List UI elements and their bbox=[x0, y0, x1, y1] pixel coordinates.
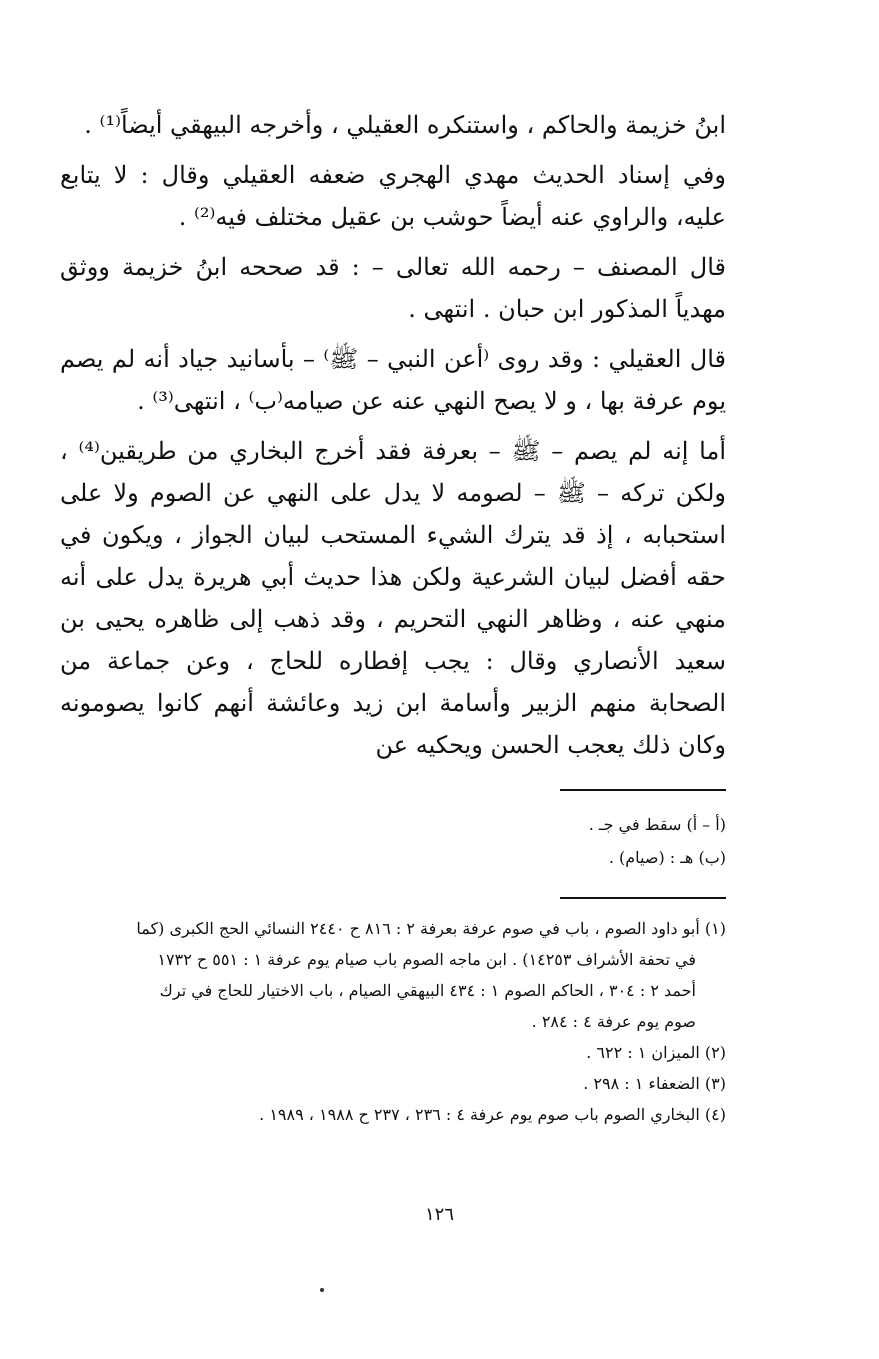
footnote-line: (١) أبو داود الصوم ، باب في صوم عرفة بعرفة ٢ : ٨١٦ ح ٢٤٤٠ النسائي الحج الكبرى (كما bbox=[136, 919, 726, 938]
page-number: ١٢٦ bbox=[424, 1204, 454, 1225]
footnote-line: (٢) الميزان ١ : ٦٢٢ . bbox=[586, 1043, 726, 1062]
main-text bbox=[60, 104, 726, 766]
variant-notes bbox=[200, 808, 726, 874]
paragraph-5: أما إنه لم يصم – ﷺ – بعرفة فقد أخرج البخاري من طريقين⁽⁴⁾ ، ولكن تركه – ﷺ – لصومه لا يدل على النهي عن الصوم ولا على استحبابه ، إذ قد يترك الشيء المستحب لبيان الجواز ، ويكون في حقه أفضل لبيان الشرعية ولكن هذا حديث أبي هريرة يدل على أنه منهي عنه ، وظاهر النهي التحريم ، وقد ذهب إلى ظاهره يحيى بن سعيد الأنصاري وقال : يجب إفطاره للحاج ، وعن جماعة من الصحابة منهم الزبير وأسامة ابن زيد وعائشة أنهم كانوا يصومونه وكان ذلك يعجب الحسن ويحكيه عن bbox=[60, 437, 726, 759]
footnotes bbox=[52, 913, 726, 1130]
paragraph-4: قال العقيلي : وقد روى ⁽أعن النبي – ﷺ⁾ – بأسانيد جياد أنه لم يصم يوم عرفة بها ، و لا يصح النهي عنه عن صيامه⁽ب⁾ ، انتهى⁽³⁾ . bbox=[60, 345, 726, 415]
footnotes-separator bbox=[560, 897, 726, 899]
paragraph-2: وفي إسناد الحديث مهدي الهجري ضعفه العقيلي وقال : لا يتابع عليه، والراوي عنه أيضاً حوشب بن عقيل مختلف فيه⁽²⁾ . bbox=[60, 161, 726, 231]
footnote-line: (٣) الضعفاء ١ : ٢٩٨ . bbox=[583, 1074, 726, 1093]
variant-notes-separator bbox=[560, 789, 726, 791]
variant-note: (ب) هـ : (صيام) . bbox=[608, 848, 726, 867]
scan-speck bbox=[320, 1288, 324, 1292]
footnote-line: (٤) البخاري الصوم باب صوم يوم عرفة ٤ : ٢٣٦ ، ٢٣٧ ح ١٩٨٨ ، ١٩٨٩ . bbox=[259, 1105, 726, 1124]
footnote-line: أحمد ٢ : ٣٠٤ ، الحاكم الصوم ١ : ٤٣٤ البيهقي الصيام ، باب الاختيار للحاج في ترك bbox=[159, 981, 696, 1000]
footnote-line: صوم يوم عرفة ٤ : ٢٨٤ . bbox=[531, 1012, 696, 1031]
paragraph-3: قال المصنف – رحمه الله تعالى – : قد صححه ابنُ خزيمة ووثق مهدياً المذكور ابن حبان . انتهى . bbox=[60, 253, 726, 323]
variant-note: (أ – أ) سقط في جـ . bbox=[588, 815, 726, 834]
paragraph-1: ابنُ خزيمة والحاكم ، واستنكره العقيلي ، وأخرجه البيهقي أيضاً⁽¹⁾ . bbox=[84, 111, 726, 139]
footnote-line: في تحفة الأشراف ١٤٢٥٣) . ابن ماجه الصوم باب صيام يوم عرفة ١ : ٥٥١ ح ١٧٣٢ bbox=[157, 950, 696, 969]
